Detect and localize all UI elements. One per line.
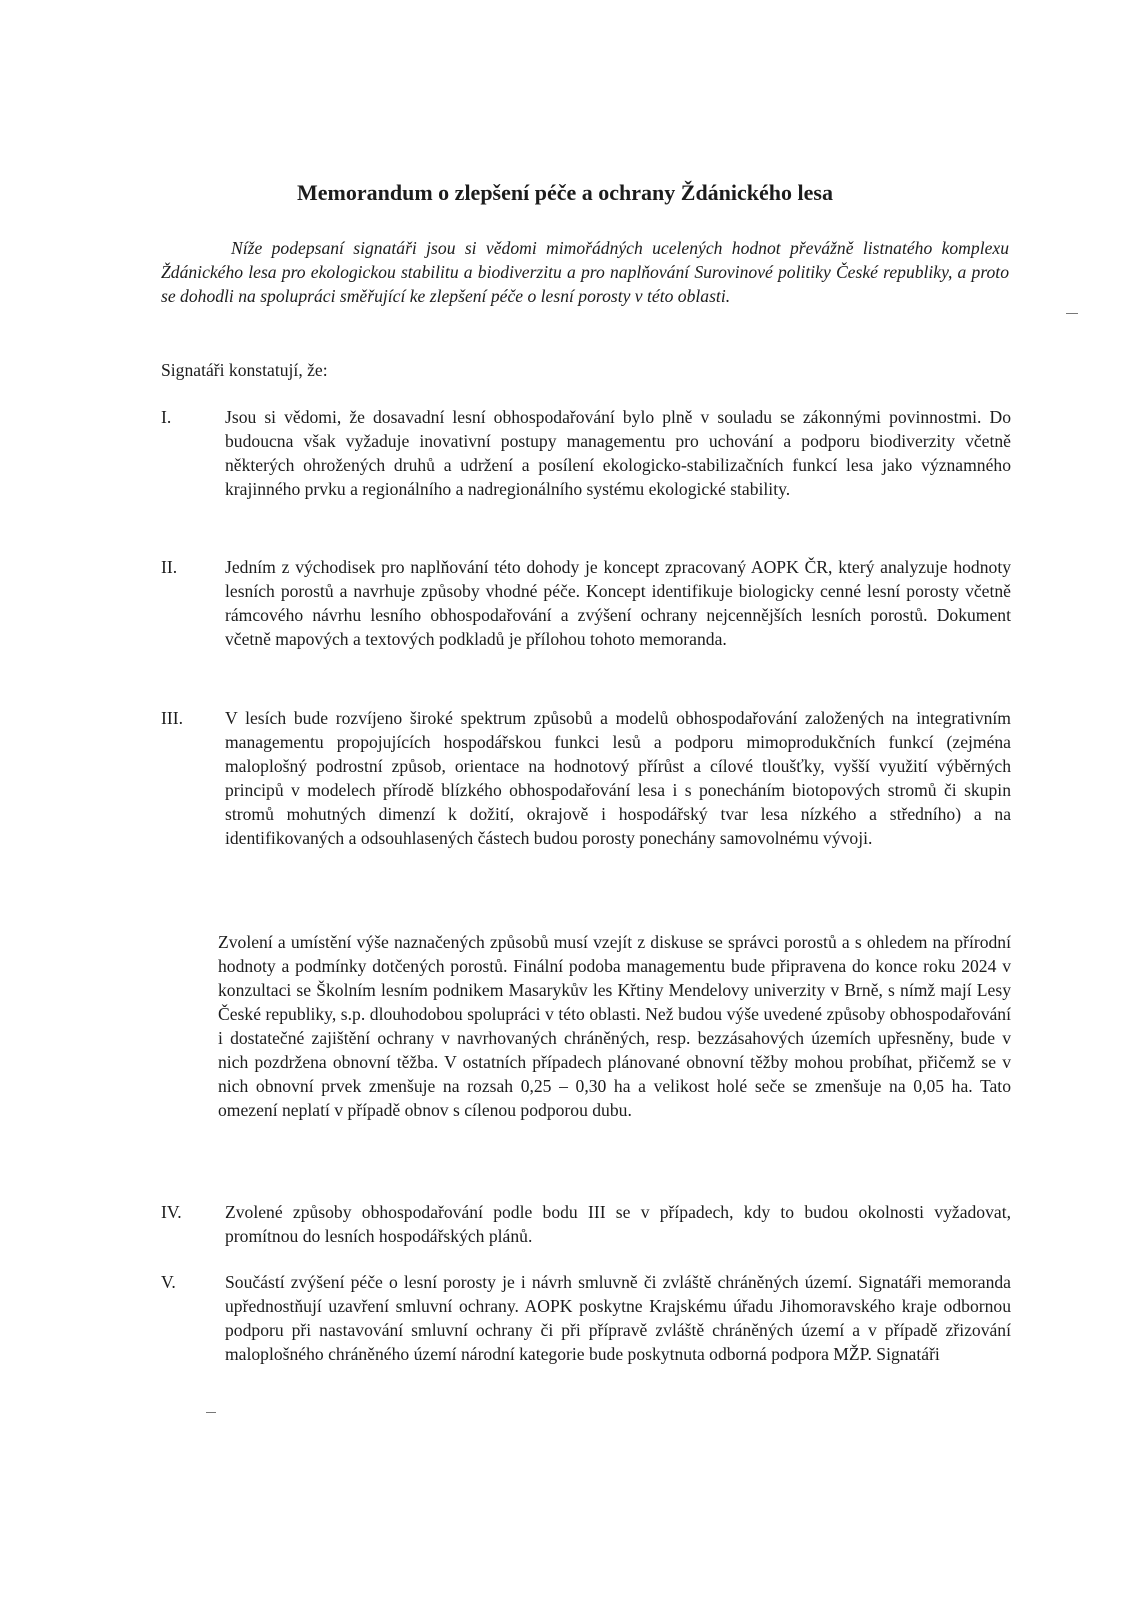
section-text: V lesích bude rozvíjeno široké spektrum způsobů a modelů obhospodařování založených na integrativním managementu propojujících hospodářskou funkci lesů a podporu mimoprodukčních funkcí (zejména maloplošný podrostní způsob, orientace na hodnotový přírůst a cílové tloušťky, vyšší využití výběrných principů v modelech přírodě blízkého obhospodařování lesa i s ponecháním biotopových stromů či skupin stromů mohutných dimenzí k dožití, okrajově i hospodářský tvar lesa nízkého a středního) a na identifikovaných a odsouhlasených částech budou porosty ponechány samovolnému vývoji. (225, 708, 1011, 848)
section-text: Jsou si vědomi, že dosavadní lesní obhospodařování bylo plně v souladu se zákonnými povinnostmi. Do budoucna však vyžaduje inovativní postupy managementu pro uchování a podporu biodiverzity včetně některých ohrožených druhů a udržení a posílení ekologicko-stabilizačních funkcí lesa jako významného krajinného prvku a regionálního a nadregionálního systému ekologické stability. (225, 407, 1011, 499)
section-i (161, 405, 1011, 501)
section-number: V. (161, 1272, 176, 1292)
section-iii (161, 706, 1011, 850)
section-ii (161, 555, 1011, 651)
section-text: Součástí zvýšení péče o lesní porosty je i návrh smluvně či zvláště chráněných území. Signatáři memoranda upřednostňují uzavření smluvní ochrany. AOPK poskytne Krajskému úřadu Jihomoravského kraje odbornou podporu při nastavování smluvní ochrany či při přípravě zvláště chráněných území a v případě zřizování maloplošného chráněného území národní kategorie bude poskytnuta odborná podpora MŽP. Signatáři (225, 1272, 1011, 1364)
section-number: III. (161, 708, 183, 728)
document-title: Memorandum o zlepšení péče a ochrany Ždánického lesa (297, 180, 833, 205)
intro-paragraph: Níže podepsaní signatáři jsou si vědomi mimořádných ucelených hodnot převážně listnatého komplexu Ždánického lesa pro ekologickou stabilitu a biodiverzitu a pro naplňování Surovinové politiky České republiky, a proto se dohodli na spolupráci směřující ke zlepšení péče o lesní porosty v této oblasti. (161, 238, 1009, 306)
section-text: Jedním z východisek pro naplňování této dohody je koncept zpracovaný AOPK ČR, který analyzuje hodnoty lesních porostů a navrhuje způsoby vhodné péče. Koncept identifikuje biologicky cenné lesní porosty včetně rámcového návrhu lesního obhospodařování a zvýšení ochrany nejcennějších lesních porostů. Dokument včetně mapových a textových podkladů je přílohou tohoto memoranda. (225, 557, 1011, 649)
scan-mark (1066, 313, 1078, 314)
section-iv (161, 1200, 1011, 1248)
section-number: II. (161, 557, 178, 577)
section-v (161, 1270, 1011, 1366)
section-text: Zvolené způsoby obhospodařování podle bodu III se v případech, kdy to budou okolnosti vyžadovat, promítnou do lesních hospodářských plánů. (225, 1202, 1011, 1246)
section-number: IV. (161, 1202, 182, 1222)
section-number: I. (161, 407, 172, 427)
section-iii-paragraph-2: Zvolení a umístění výše naznačených způsobů musí vzejít z diskuse se správci porostů a s ohledem na přírodní hodnoty a podmínky dotčených porostů. Finální podoba managementu bude připravena do konce roku 2024 v konzultaci se Školním lesním podnikem Masarykův les Křtiny Mendelovy univerzity v Brně, s nímž mají Lesy České republiky, s.p. dlouhodobou spolupráci v této oblasti. Než budou výše uvedené způsoby obhospodařování i dostatečné zajištění ochrany v navrhovaných chráněných, resp. bezzásahových územích upřesněny, bude v nich pozdržena obnovní těžba. V ostatních případech plánované obnovní těžby mohou probíhat, přičemž se v nich obnovní prvek zmenšuje na rozsah 0,25 – 0,30 ha a velikost holé seče se zmenšuje na 0,05 ha. Tato omezení neplatí v případě obnov s cílenou podporou dubu. (218, 932, 1011, 1120)
lead-sentence: Signatáři konstatují, že: (161, 360, 328, 380)
scan-mark (206, 1412, 216, 1413)
